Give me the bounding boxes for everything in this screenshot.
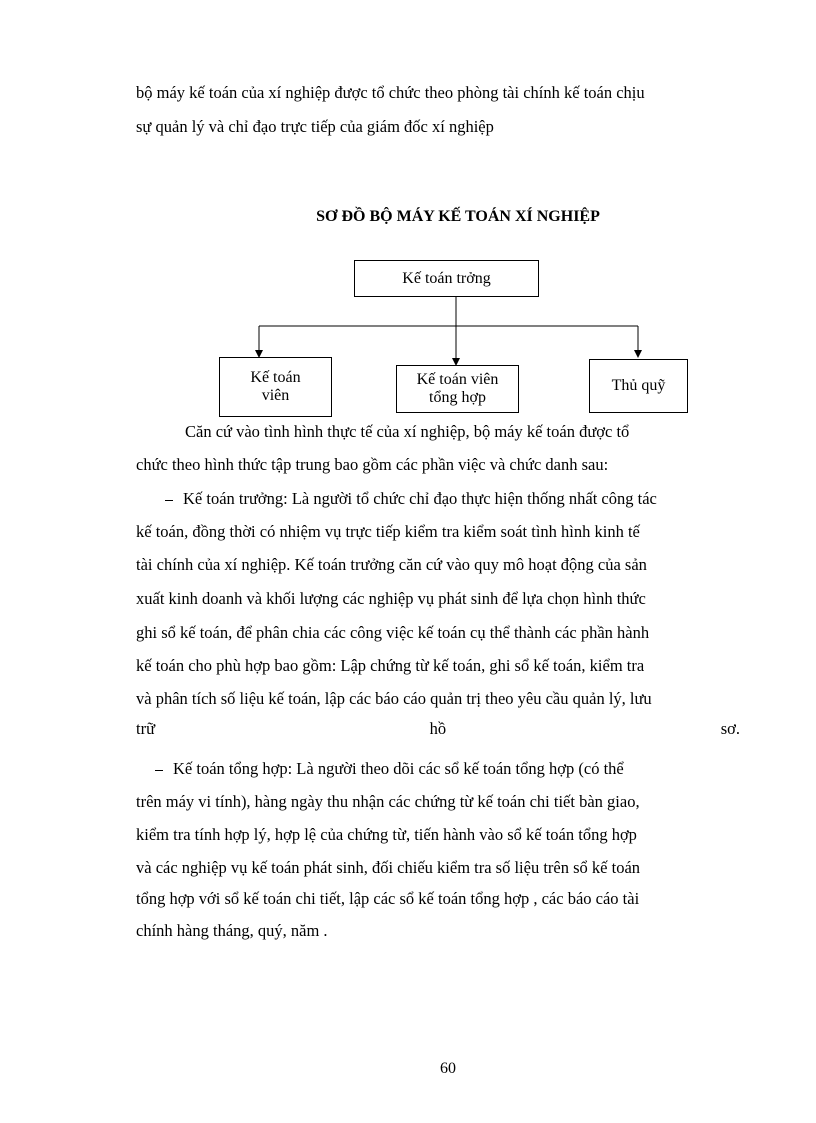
page-number: 60 [440, 1060, 456, 1077]
box-general-accountant [396, 365, 519, 413]
intro-line-1: bộ máy kế toán của xí nghiệp được tổ chức theo phòng tài chính kế toán chịu [136, 83, 645, 102]
intro-line-2: sự quản lý và chỉ đạo trực tiếp của giám đốc xí nghiệp [136, 117, 494, 136]
item2-line-2: trên máy vi tính), hàng ngày thu nhận các chứng từ kế toán chi tiết bàn giao, [136, 792, 640, 811]
box-accountant-line2: viên [261, 387, 290, 404]
box-general-accountant-line1: Kế toán viên [416, 371, 499, 388]
item1-line-8: trữ hồ sơ. [136, 719, 740, 738]
item1-line-6: kế toán cho phù hợp bao gồm: Lập chứng từ kế toán, ghi sổ kế toán, kiểm tra [136, 656, 645, 675]
item1-line-5: ghi sổ kế toán, để phân chia các công việc kế toán cụ thể thành các phần hành [136, 623, 650, 642]
box-general-accountant-line2: tổng hợp [429, 389, 486, 406]
diagram-title: SƠ ĐỒ BỘ MÁY KẾ TOÁN XÍ NGHIỆP [316, 208, 600, 225]
item2-line-6: chính hàng tháng, quý, năm . [136, 921, 328, 940]
item2-line-4: và các nghiệp vụ kế toán phát sinh, đối chiếu kiểm tra số liệu trên sổ kế toán [136, 858, 641, 877]
item2-line-1: Kế toán tổng hợp: Là người theo dõi các sổ kế toán tổng hợp (có thể [155, 758, 740, 780]
para1-line-1: Căn cứ vào tình hình thực tế của xí nghiệp, bộ máy kế toán được tổ [185, 422, 630, 441]
box-chief-accountant-label: Kế toán trởng [402, 269, 491, 287]
box-cashier-label: Thủ quỹ [611, 377, 666, 394]
box-accountant [219, 357, 332, 417]
item2-line-3: kiểm tra tính hợp lý, hợp lệ của chứng từ, tiến hành vào sổ kế toán tổng hợp [136, 825, 637, 844]
item1-line-4: xuất kinh doanh và khối lượng các nghiệp vụ phát sinh để lựa chọn hình thức [136, 589, 646, 608]
box-chief-accountant [354, 260, 539, 297]
box-accountant-line1: Kế toán [250, 369, 301, 386]
item1-line-1: Kế toán trưởng: Là người tổ chức chỉ đạo thực hiện thống nhất công tác [165, 488, 740, 510]
para1-line-2: chức theo hình thức tập trung bao gồm các phần việc và chức danh sau: [136, 455, 609, 474]
box-cashier [589, 359, 688, 413]
bullet-dash-icon [165, 500, 173, 501]
item1-line-7: và phân tích số liệu kế toán, lập các báo cáo quản trị theo yêu cầu quản lý, lưu [136, 689, 652, 708]
item1-line-3: tài chính của xí nghiệp. Kế toán trưởng căn cứ vào quy mô hoạt động của sản [136, 555, 647, 574]
item2-line-5: tổng hợp với sổ kế toán chi tiết, lập các sổ kế toán tổng hợp , các báo cáo tài [136, 889, 640, 908]
bullet-dash-icon [155, 770, 163, 771]
item1-line-2: kế toán, đồng thời có nhiệm vụ trực tiếp kiểm tra kiểm soát tình hình kinh tế [136, 522, 640, 541]
